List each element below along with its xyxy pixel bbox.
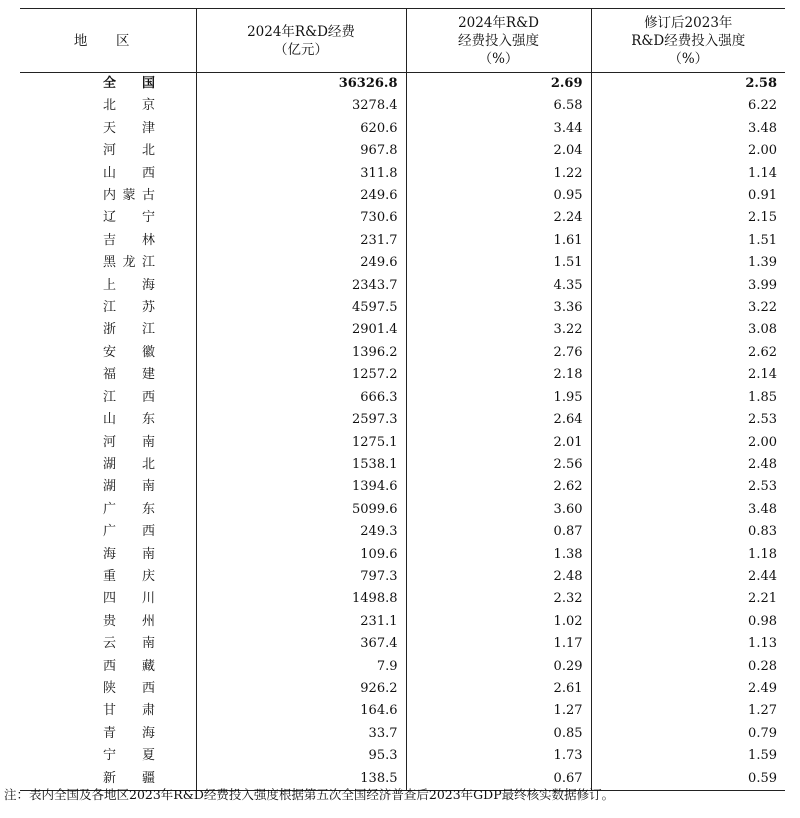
table-row: [20, 611, 785, 633]
spend-cell: 1257.2: [196, 364, 406, 386]
region-cell: [20, 95, 196, 117]
intensity-2023-cell: 1.18: [591, 544, 785, 566]
spend-cell: 367.4: [196, 633, 406, 655]
spend-cell: 1275.1: [196, 432, 406, 454]
intensity-2023-cell: 2.15: [591, 207, 785, 229]
spend-cell: 138.5: [196, 768, 406, 791]
region-name: 广西: [103, 524, 155, 540]
region-name: 山东: [103, 412, 155, 428]
region-name: 广东: [103, 501, 155, 517]
region-cell: [20, 252, 196, 274]
spend-cell: 5099.6: [196, 499, 406, 521]
intensity-2024-cell: 3.60: [406, 499, 591, 521]
spend-cell: 4597.5: [196, 297, 406, 319]
region-name: 山西: [103, 165, 155, 181]
region-name: 安徽: [103, 344, 155, 360]
region-name: 湖北: [103, 456, 155, 472]
intensity-2024-cell: 1.73: [406, 745, 591, 767]
spend-cell: 666.3: [196, 387, 406, 409]
spend-cell: 967.8: [196, 140, 406, 162]
region-cell: [20, 118, 196, 140]
table-row: [20, 499, 785, 521]
spend-cell: 7.9: [196, 656, 406, 678]
header-spend-line-1: 2024年R&D经费: [247, 23, 355, 40]
intensity-2024-cell: 1.02: [406, 611, 591, 633]
intensity-2024-cell: 1.38: [406, 544, 591, 566]
intensity-2023-cell: 2.14: [591, 364, 785, 386]
region-cell: [20, 297, 196, 319]
intensity-2024-cell: 2.04: [406, 140, 591, 162]
table-row: [20, 297, 785, 319]
region-cell: [20, 73, 196, 96]
spend-cell: 33.7: [196, 723, 406, 745]
spend-cell: 1396.2: [196, 342, 406, 364]
spend-cell: 36326.8: [196, 73, 406, 96]
intensity-2023-cell: 3.22: [591, 297, 785, 319]
table-row: [20, 230, 785, 252]
intensity-2023-cell: 0.59: [591, 768, 785, 791]
intensity-2023-cell: 2.21: [591, 588, 785, 610]
intensity-2023-cell: 3.48: [591, 118, 785, 140]
intensity-2023-cell: 2.48: [591, 454, 785, 476]
region-name: 黑龙江: [103, 255, 155, 271]
intensity-2023-cell: 0.28: [591, 656, 785, 678]
table-row: [20, 745, 785, 767]
header-intensity-2023-line-1: 修订后2023年: [644, 14, 733, 31]
table-row: [20, 163, 785, 185]
intensity-2024-cell: 3.36: [406, 297, 591, 319]
region-name: 新疆: [103, 770, 155, 786]
intensity-2023-cell: 2.49: [591, 678, 785, 700]
intensity-2023-cell: 1.39: [591, 252, 785, 274]
region-name: 福建: [103, 367, 155, 383]
intensity-2024-cell: 0.85: [406, 723, 591, 745]
table-row: [20, 387, 785, 409]
header-intensity-2024-line-2: 经费投入强度: [458, 32, 539, 49]
table-row: [20, 73, 785, 96]
spend-cell: 109.6: [196, 544, 406, 566]
intensity-2023-cell: 2.58: [591, 73, 785, 96]
intensity-2024-cell: 2.56: [406, 454, 591, 476]
table-row: [20, 544, 785, 566]
spend-cell: 1394.6: [196, 476, 406, 498]
region-cell: [20, 163, 196, 185]
region-cell: [20, 230, 196, 252]
table-row: [20, 566, 785, 588]
intensity-2024-cell: 2.01: [406, 432, 591, 454]
table-row: [20, 521, 785, 543]
intensity-2023-cell: 3.48: [591, 499, 785, 521]
region-cell: [20, 432, 196, 454]
intensity-2024-cell: 2.76: [406, 342, 591, 364]
region-cell: [20, 678, 196, 700]
intensity-2023-cell: 3.99: [591, 275, 785, 297]
spend-cell: 311.8: [196, 163, 406, 185]
region-name: 四川: [103, 591, 155, 607]
intensity-2024-cell: 3.44: [406, 118, 591, 140]
table-row: [20, 432, 785, 454]
region-cell: [20, 387, 196, 409]
intensity-2023-cell: 2.53: [591, 476, 785, 498]
region-name: 北京: [103, 98, 155, 114]
region-cell: [20, 544, 196, 566]
intensity-2024-cell: 1.27: [406, 700, 591, 722]
intensity-2023-cell: 2.00: [591, 140, 785, 162]
region-cell: [20, 588, 196, 610]
table-row: [20, 140, 785, 162]
region-cell: [20, 499, 196, 521]
spend-cell: 1538.1: [196, 454, 406, 476]
table-header: [20, 9, 785, 73]
header-intensity-2023-line-2: R&D经费投入强度: [631, 32, 746, 49]
region-cell: [20, 476, 196, 498]
spend-cell: 2343.7: [196, 275, 406, 297]
spend-cell: 231.7: [196, 230, 406, 252]
intensity-2023-cell: 1.51: [591, 230, 785, 252]
spend-cell: 1498.8: [196, 588, 406, 610]
region-name: 辽宁: [103, 210, 155, 226]
region-cell: [20, 319, 196, 341]
header-intensity-2023-line-3: （%）: [668, 50, 709, 67]
table-row: [20, 656, 785, 678]
spend-cell: 2597.3: [196, 409, 406, 431]
table-row: [20, 342, 785, 364]
rd-expenditure-table: [20, 8, 785, 791]
intensity-2024-cell: 1.61: [406, 230, 591, 252]
intensity-2023-cell: 1.27: [591, 700, 785, 722]
intensity-2024-cell: 0.67: [406, 768, 591, 791]
table-row: [20, 454, 785, 476]
intensity-2024-cell: 2.48: [406, 566, 591, 588]
region-cell: [20, 185, 196, 207]
region-cell: [20, 409, 196, 431]
intensity-2023-cell: 0.83: [591, 521, 785, 543]
header-intensity-2024: [406, 9, 591, 73]
spend-cell: 164.6: [196, 700, 406, 722]
intensity-2024-cell: 0.29: [406, 656, 591, 678]
intensity-2023-cell: 2.44: [591, 566, 785, 588]
table-row: [20, 633, 785, 655]
region-cell: [20, 656, 196, 678]
region-name: 江苏: [103, 300, 155, 316]
region-cell: [20, 207, 196, 229]
region-name: 西藏: [103, 658, 155, 674]
region-name: 贵州: [103, 613, 155, 629]
intensity-2024-cell: 1.22: [406, 163, 591, 185]
header-intensity-2024-line-1: 2024年R&D: [458, 14, 539, 31]
intensity-2024-cell: 0.87: [406, 521, 591, 543]
header-spend-line-2: （亿元）: [274, 41, 328, 58]
intensity-2024-cell: 2.24: [406, 207, 591, 229]
header-region: 地 区: [20, 9, 196, 73]
region-name: 天津: [103, 120, 155, 136]
region-name: 上海: [103, 277, 155, 293]
region-name: 湖南: [103, 479, 155, 495]
table-row: [20, 185, 785, 207]
rd-expenditure-table-container: [20, 8, 785, 791]
intensity-2023-cell: 2.00: [591, 432, 785, 454]
region-cell: [20, 566, 196, 588]
intensity-2024-cell: 0.95: [406, 185, 591, 207]
region-name: 江西: [103, 389, 155, 405]
table-row: [20, 118, 785, 140]
table-row: [20, 409, 785, 431]
region-name: 河北: [103, 143, 155, 159]
spend-cell: 249.6: [196, 252, 406, 274]
region-name: 内蒙古: [103, 188, 155, 204]
region-cell: [20, 275, 196, 297]
region-name: 海南: [103, 546, 155, 562]
intensity-2024-cell: 1.51: [406, 252, 591, 274]
spend-cell: 231.1: [196, 611, 406, 633]
header-intensity-2023: [591, 9, 785, 73]
spend-cell: 620.6: [196, 118, 406, 140]
intensity-2024-cell: 1.17: [406, 633, 591, 655]
intensity-2024-cell: 2.18: [406, 364, 591, 386]
intensity-2024-cell: 2.62: [406, 476, 591, 498]
intensity-2023-cell: 1.13: [591, 633, 785, 655]
region-name: 浙江: [103, 322, 155, 338]
table-row: [20, 723, 785, 745]
intensity-2024-cell: 2.32: [406, 588, 591, 610]
table-row: [20, 588, 785, 610]
intensity-2023-cell: 2.62: [591, 342, 785, 364]
table-body: [20, 73, 785, 791]
intensity-2023-cell: 0.79: [591, 723, 785, 745]
intensity-2024-cell: 4.35: [406, 275, 591, 297]
region-name: 云南: [103, 636, 155, 652]
intensity-2023-cell: 1.85: [591, 387, 785, 409]
spend-cell: 730.6: [196, 207, 406, 229]
region-cell: [20, 611, 196, 633]
intensity-2023-cell: 3.08: [591, 319, 785, 341]
region-name: 陕西: [103, 680, 155, 696]
region-cell: [20, 723, 196, 745]
spend-cell: 249.3: [196, 521, 406, 543]
region-name: 吉林: [103, 232, 155, 248]
spend-cell: 926.2: [196, 678, 406, 700]
spend-cell: 95.3: [196, 745, 406, 767]
table-row: [20, 275, 785, 297]
region-cell: [20, 454, 196, 476]
intensity-2024-cell: 2.69: [406, 73, 591, 96]
region-name: 全国: [103, 76, 155, 91]
region-name: 青海: [103, 725, 155, 741]
intensity-2023-cell: 1.14: [591, 163, 785, 185]
region-cell: [20, 364, 196, 386]
table-row: [20, 364, 785, 386]
intensity-2023-cell: 0.91: [591, 185, 785, 207]
table-row: [20, 476, 785, 498]
spend-cell: 797.3: [196, 566, 406, 588]
region-name: 重庆: [103, 568, 155, 584]
table-row: [20, 319, 785, 341]
region-cell: [20, 745, 196, 767]
intensity-2023-cell: 1.59: [591, 745, 785, 767]
region-name: 甘肃: [103, 703, 155, 719]
region-name: 宁夏: [103, 748, 155, 764]
table-row: [20, 700, 785, 722]
header-spend: [196, 9, 406, 73]
region-cell: [20, 342, 196, 364]
intensity-2023-cell: 0.98: [591, 611, 785, 633]
region-cell: [20, 700, 196, 722]
table-row: [20, 207, 785, 229]
intensity-2023-cell: 6.22: [591, 95, 785, 117]
table-row: [20, 252, 785, 274]
intensity-2024-cell: 2.64: [406, 409, 591, 431]
intensity-2024-cell: 2.61: [406, 678, 591, 700]
table-footnote: 注：表内全国及各地区2023年R&D经费投入强度根据第五次全国经济普查后2023年GDP最终核实数据修订。: [4, 787, 615, 802]
intensity-2023-cell: 2.53: [591, 409, 785, 431]
region-cell: [20, 140, 196, 162]
spend-cell: 249.6: [196, 185, 406, 207]
region-name: 河南: [103, 434, 155, 450]
intensity-2024-cell: 6.58: [406, 95, 591, 117]
intensity-2024-cell: 1.95: [406, 387, 591, 409]
header-intensity-2024-line-3: （%）: [478, 50, 519, 67]
spend-cell: 3278.4: [196, 95, 406, 117]
table-row: [20, 678, 785, 700]
region-cell: [20, 521, 196, 543]
region-cell: [20, 633, 196, 655]
intensity-2024-cell: 3.22: [406, 319, 591, 341]
table-row: [20, 95, 785, 117]
spend-cell: 2901.4: [196, 319, 406, 341]
